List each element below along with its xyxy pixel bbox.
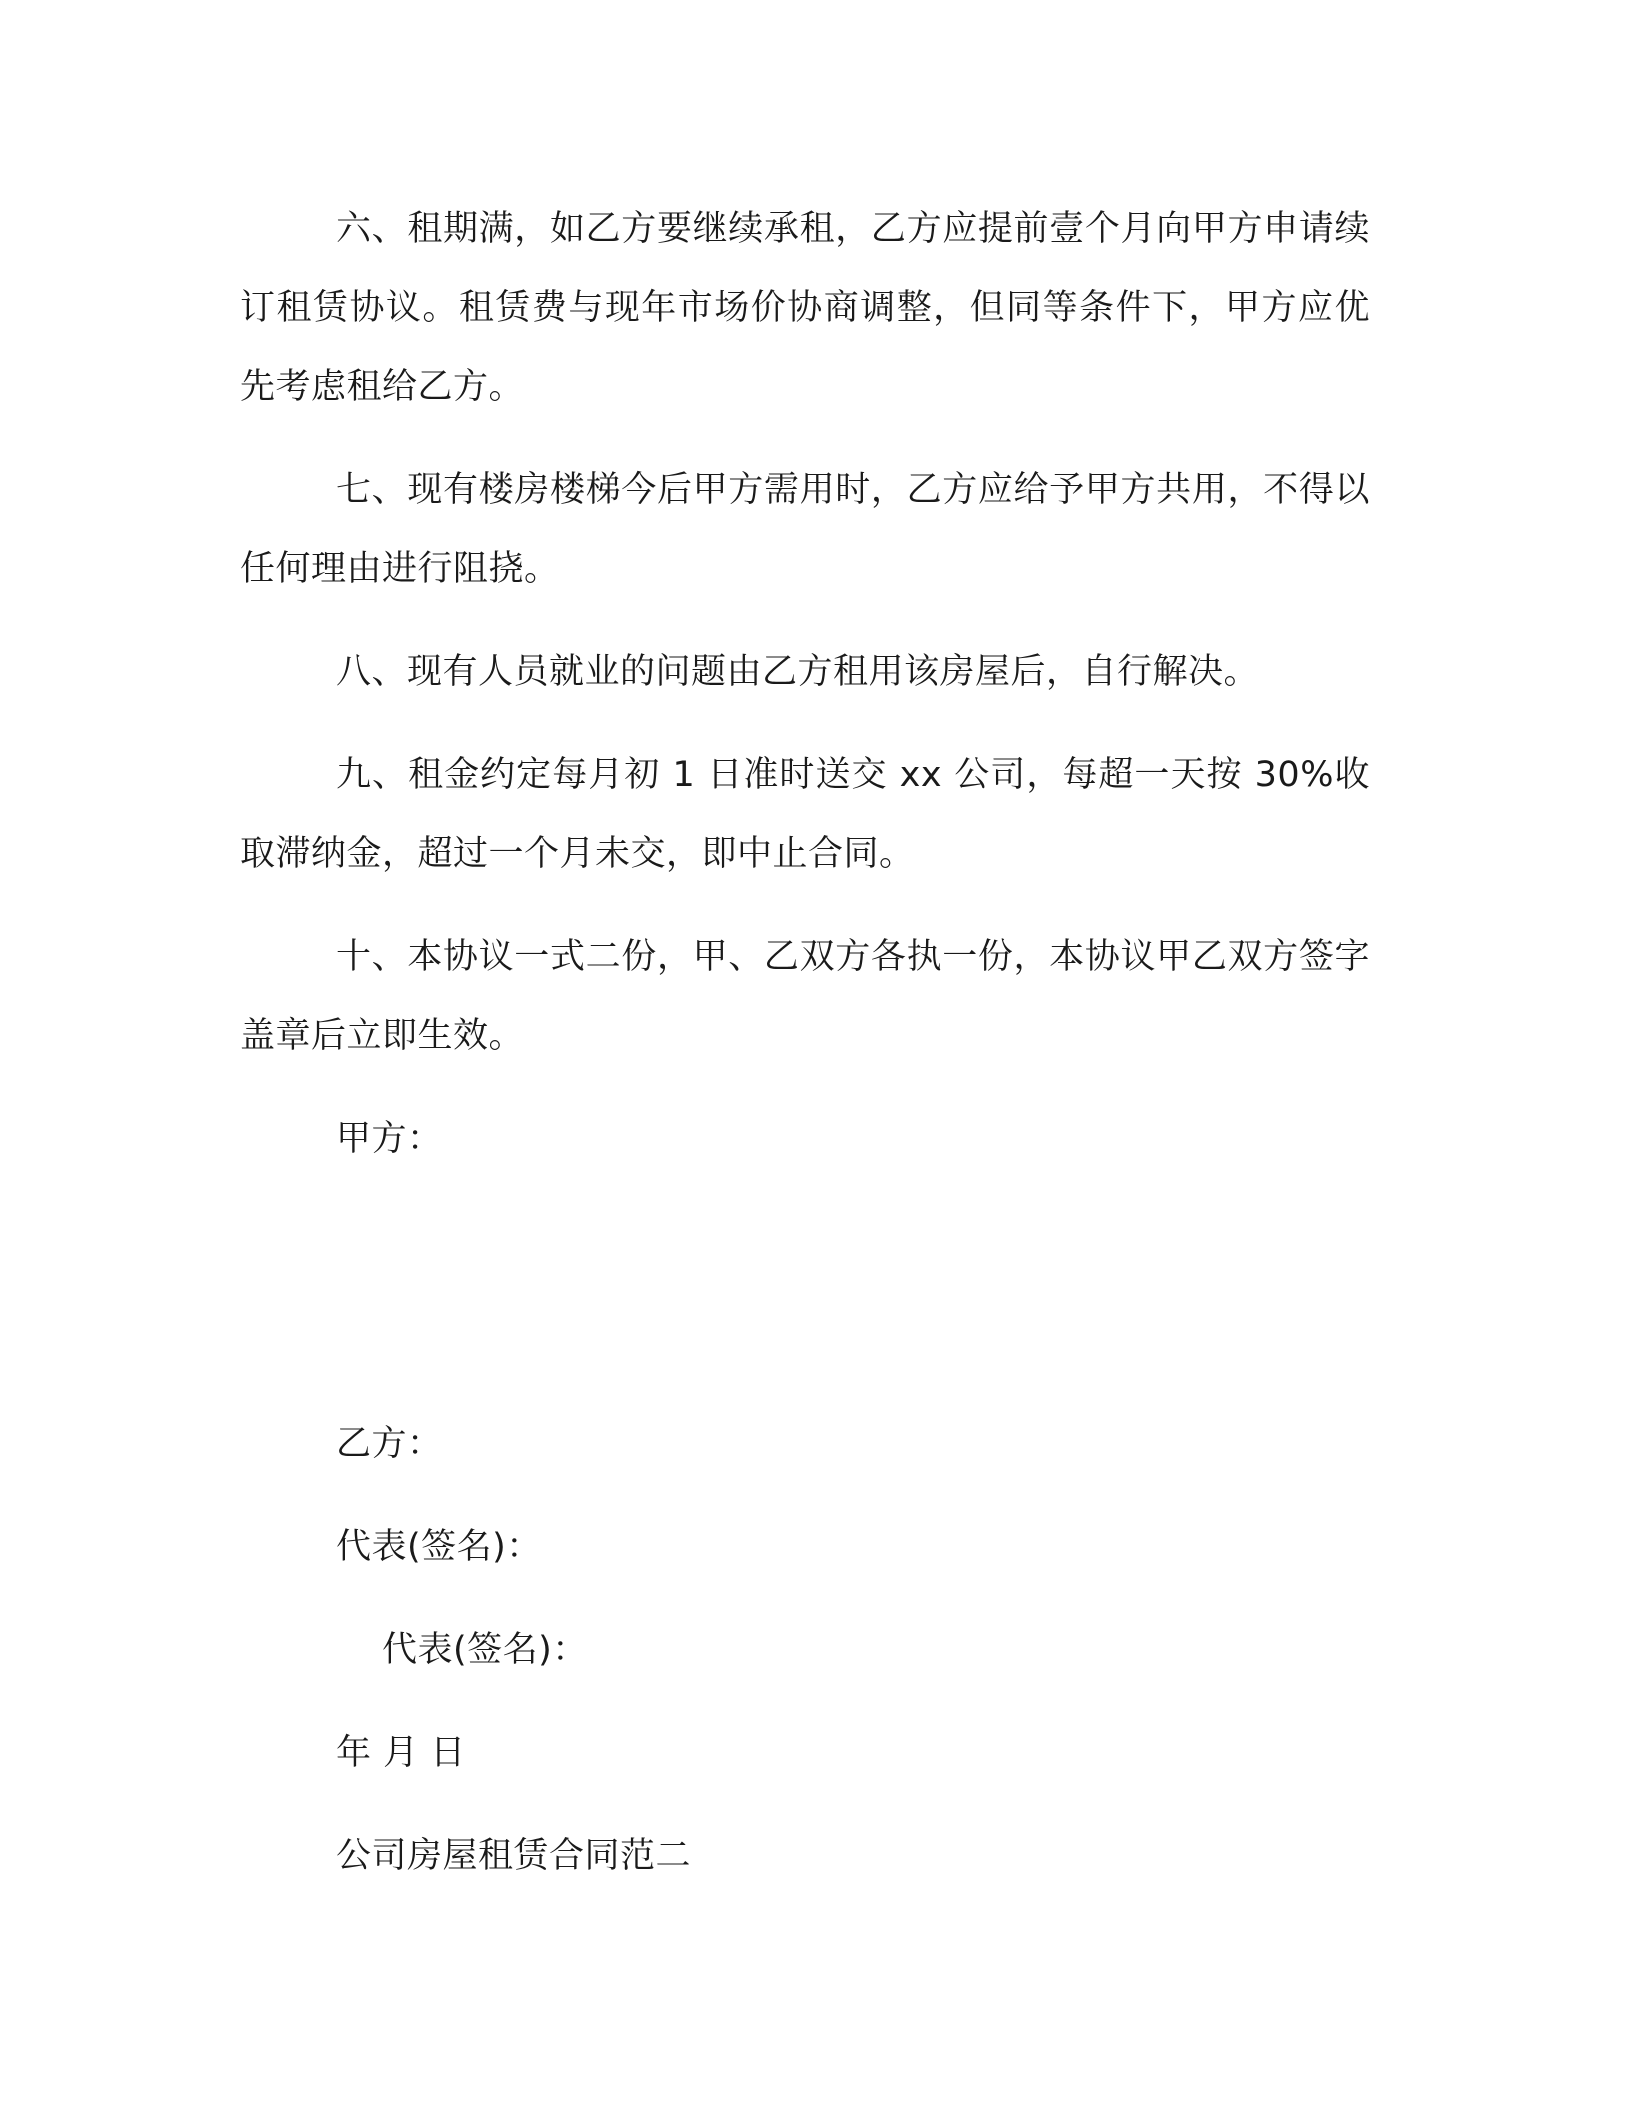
signature-space: [240, 1179, 1370, 1405]
clause-8: 八、现有人员就业的问题由乙方租用该房屋后，自行解决。: [336, 652, 1260, 692]
spacer: [240, 1587, 1370, 1611]
clause-6: 六、租期满，如乙方要继续承租，乙方应提前壹个月向甲方申请续订租赁协议。租赁费与现年市场价协商调整，但同等条件下，甲方应优先考虑租给乙方。: [240, 209, 1370, 407]
document-body: [240, 190, 1370, 1896]
party-a-label: 甲方：: [336, 1119, 443, 1159]
representative-signature-1: 代表(签名)：: [336, 1527, 542, 1567]
party-b-label: 乙方：: [336, 1424, 443, 1464]
spacer: [240, 1690, 1370, 1714]
representative-signature-2: 代表(签名)：: [382, 1630, 588, 1670]
clause-7: 七、现有楼房楼梯今后甲方需用时，乙方应给予甲方共用，不得以任何理由进行阻挠。: [240, 470, 1370, 589]
next-contract-title: 公司房屋租赁合同范二: [336, 1836, 692, 1876]
date-line: 年 月 日: [336, 1733, 466, 1773]
spacer: [240, 1484, 1370, 1508]
clause-10: 十、本协议一式二份，甲、乙双方各执一份，本协议甲乙双方签字盖章后立即生效。: [240, 937, 1370, 1056]
spacer: [240, 1793, 1370, 1817]
clause-9: 九、租金约定每月初 1 日准时送交 xx 公司，每超一天按 30%收取滞纳金，超过一个月未交，即中止合同。: [240, 755, 1370, 874]
